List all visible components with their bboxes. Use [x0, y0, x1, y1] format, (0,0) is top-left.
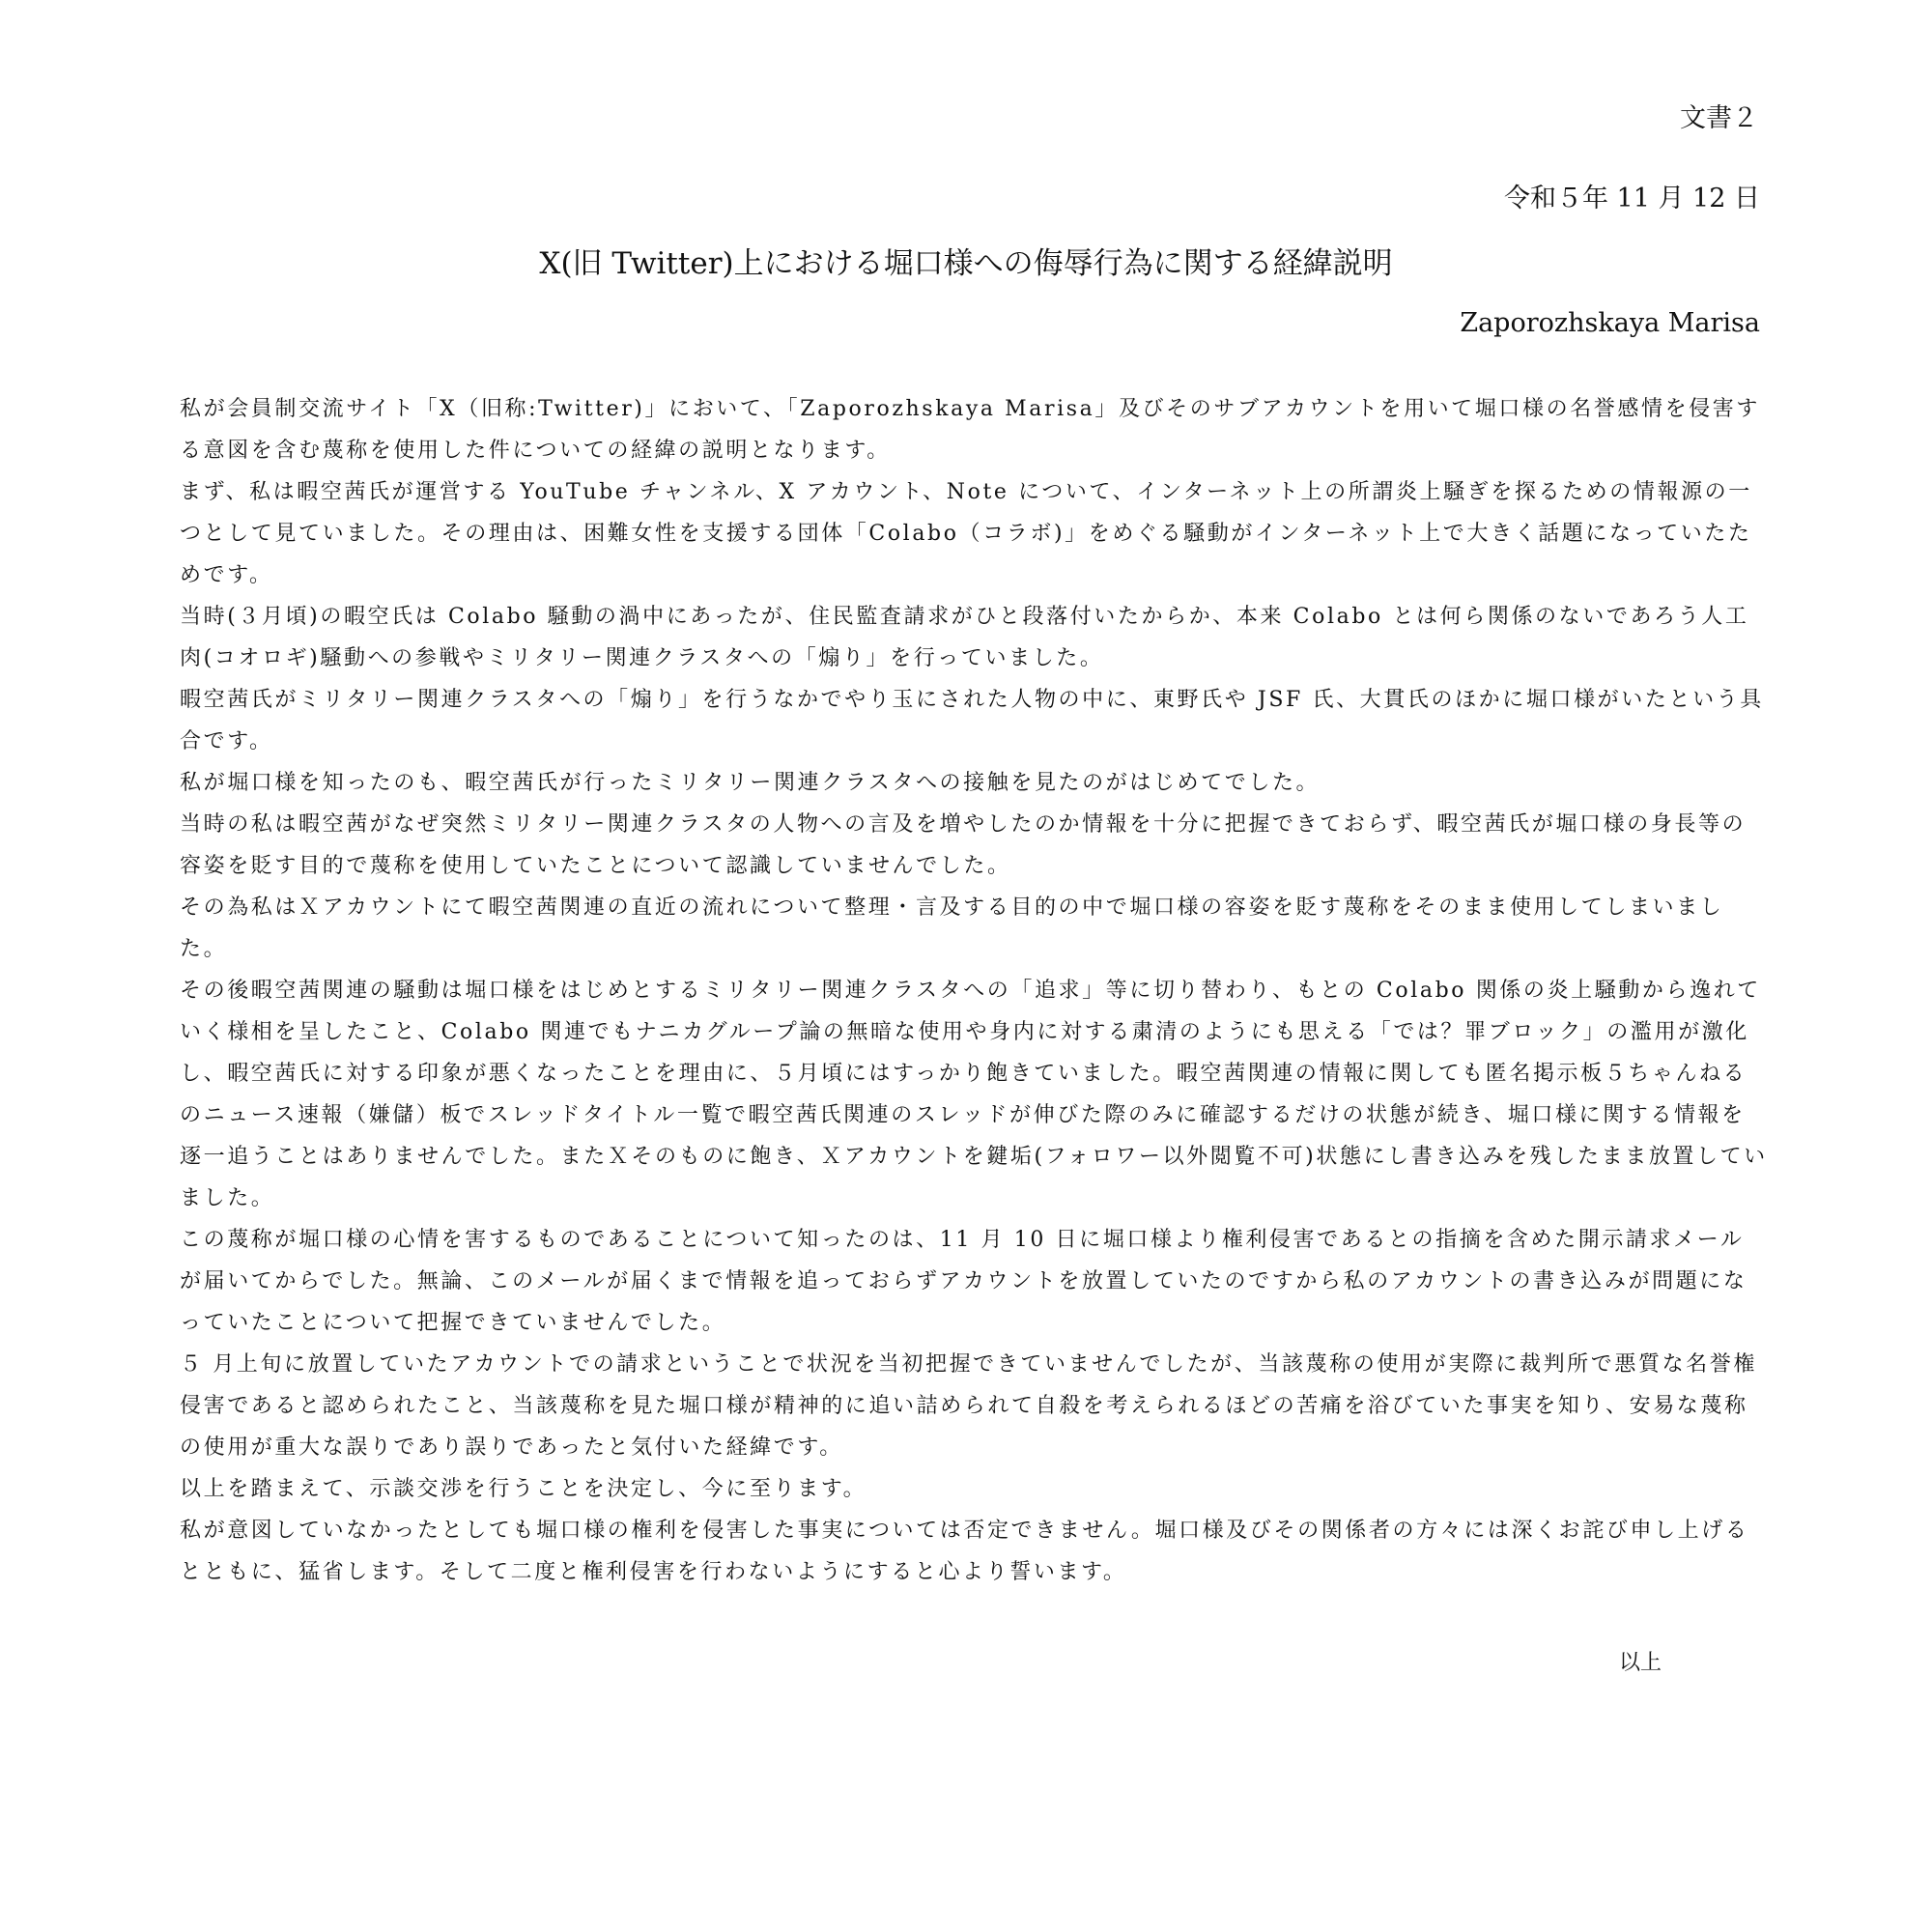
- paragraph: まず、私は暇空茜氏が運営する YouTube チャンネル、X アカウント、Note について、インターネット上の所謂炎上騒ぎを探るための情報源の一つとして見ていました。その理由は、困難女性を支援する団体「Colabo（コラボ)」をめぐる騒動がインターネット上で大きく話題になっていたためです。: [180, 480, 1752, 587]
- document-title: X(旧 Twitter)上における堀口様への侮辱行為に関する経緯説明: [539, 246, 1393, 281]
- closing-remark: 以上: [1618, 1651, 1662, 1675]
- paragraph: その為私はＸアカウントにて暇空茜関連の直近の流れについて整理・言及する目的の中で堀口様の容姿を貶す蔑称をそのまま使用してしまいました。: [180, 895, 1724, 961]
- paragraph: 私が堀口様を知ったのも、暇空茜氏が行ったミリタリー関連クラスタへの接触を見たのがはじめてでした。: [180, 771, 1321, 795]
- document-body: [180, 388, 1768, 1593]
- document-date: 令和５年 11 月 12 日: [1503, 184, 1760, 213]
- paragraph: ５ 月上旬に放置していたアカウントでの請求ということで状況を当初把握できていませんでしたが、当該蔑称の使用が実際に裁判所で悪質な名誉権侵害であると認められたこと、当該蔑称を見た堀口様が精神的に追い詰められて自殺を考えられるほどの苦痛を浴びていた事実を知り、安易な蔑称の使用が重大な誤りであり誤りであったと気付いた経緯です。: [180, 1352, 1757, 1460]
- paragraph: この蔑称が堀口様の心情を害するものであることについて知ったのは、11 月 10 日に堀口様より権利侵害であるとの指摘を含めた開示請求メールが届いてからでした。無論、このメールが届くまで情報を追っておらずアカウントを放置していたのですから私のアカウントの書き込みが問題になっていたことについて把握できていませんでした。: [180, 1228, 1747, 1335]
- document-number: 文書２: [1680, 103, 1758, 133]
- paragraph: 私が意図していなかったとしても堀口様の権利を侵害した事実については否定できません。堀口様及びその関係者の方々には深くお詫び申し上げるとともに、猛省します。そして二度と権利侵害を行わないようにすると心より誓います。: [180, 1519, 1749, 1584]
- paragraph: 暇空茜氏がミリタリー関連クラスタへの「煽り」を行うなかでやり玉にされた人物の中に、東野氏や JSF 氏、大貫氏のほかに堀口様がいたという具合です。: [180, 688, 1764, 753]
- paragraph: 私が会員制交流サイト「X（旧称:Twitter)」において、「Zaporozhskaya Marisa」及びそのサブアカウントを用いて堀口様の名誉感情を侵害する意図を含む蔑称を使用した件についての経緯の説明となります。: [180, 397, 1760, 463]
- paragraph: その後暇空茜関連の騒動は堀口様をはじめとするミリタリー関連クラスタへの「追求」等に切り替わり、もとの Colabo 関係の炎上騒動から逸れていく様相を呈したこと、Colabo 関連でもナニカグループ論の無暗な使用や身内に対する粛清のようにも思える「では？罪ブロック」の濫用が激化し、暇空茜氏に対する印象が悪くなったことを理由に、５月頃にはすっかり飽きていました。暇空茜関連の情報に関しても匿名掲示板５ちゃんねるのニュース速報（嫌儲）板でスレッドタイトル一覧で暇空茜氏関連のスレッドが伸びた際のみに確認するだけの状態が続き、堀口様に関する情報を逐一追うことはありませんでした。またＸそのものに飽き、Ｘアカウントを鍵垢(フォロワー以外閲覧不可)状態にし書き込みを残したまま放置していました。: [180, 979, 1768, 1210]
- paragraph: 当時(３月頃)の暇空氏は Colabo 騒動の渦中にあったが、住民監査請求がひと段落付いたからか、本来 Colabo とは何ら関係のないであろう人工肉(コオロギ)騒動への参戦やミリタリー関連クラスタへの「煽り」を行っていました。: [180, 605, 1749, 670]
- paragraph: 以上を踏まえて、示談交渉を行うことを決定し、今に至ります。: [180, 1477, 867, 1501]
- document-author: Zaporozhskaya Marisa: [1460, 308, 1760, 338]
- paragraph: 当時の私は暇空茜がなぜ突然ミリタリー関連クラスタの人物への言及を増やしたのか情報を十分に把握できておらず、暇空茜氏が堀口様の身長等の容姿を貶す目的で蔑称を使用していたことについて認識していませんでした。: [180, 812, 1747, 878]
